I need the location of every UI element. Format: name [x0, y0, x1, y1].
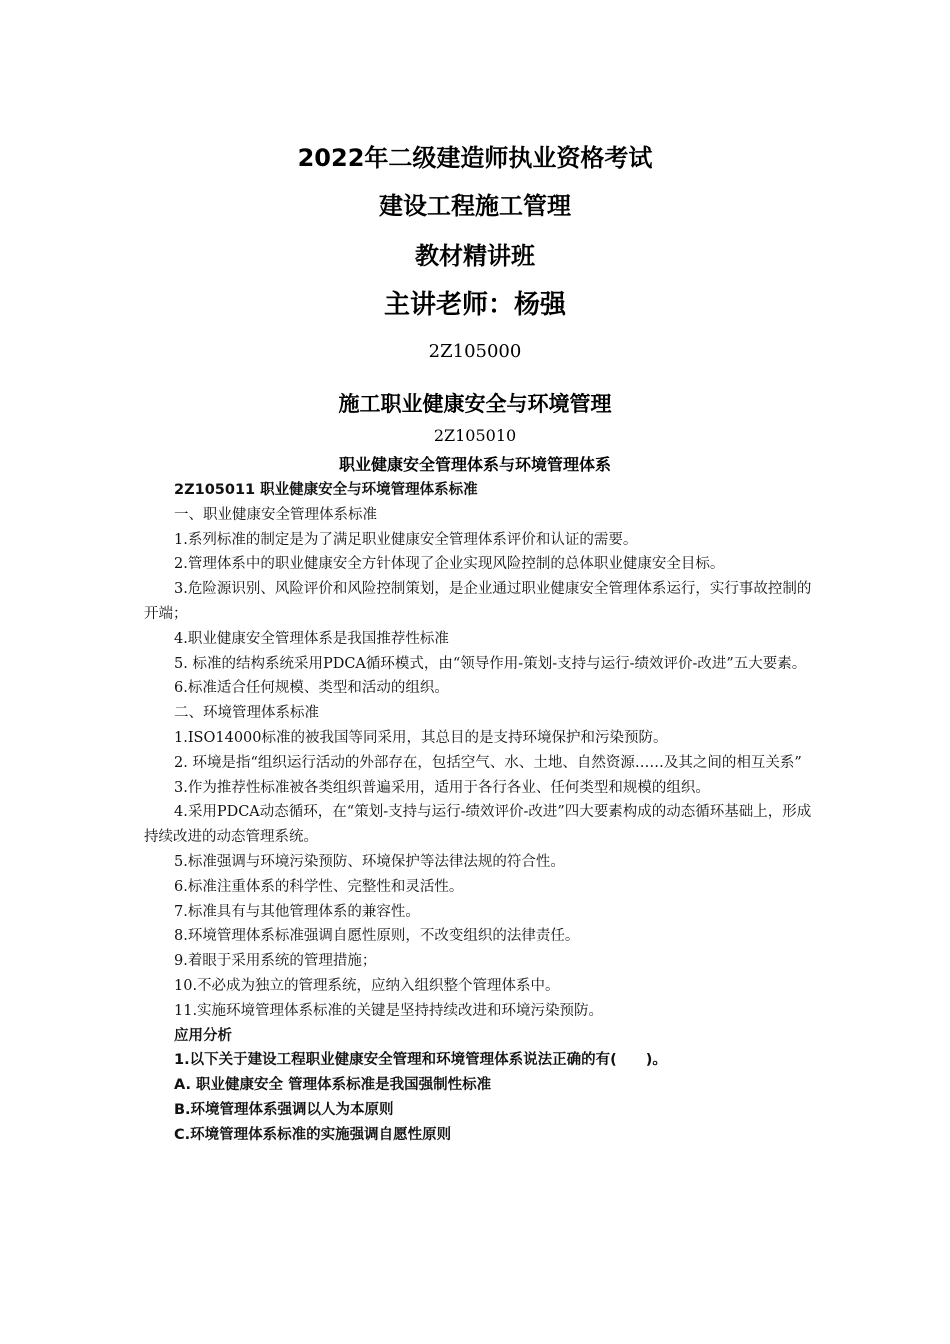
teacher-title: 主讲老师：杨强 [383, 290, 566, 320]
part2-item: 10.不必成为独立的管理系统，应纳入组织整个管理体系中。 [174, 977, 560, 994]
document-body [144, 478, 812, 1148]
section-title: 职业健康安全管理体系与环境管理体系 [338, 455, 611, 474]
part1-item: 1.系列标准的制定是为了满足职业健康安全管理体系评价和认证的需要。 [174, 531, 638, 548]
subsection-heading: 2Z105011 职业健康安全与环境管理体系标准 [174, 482, 478, 498]
option-a: A. 职业健康安全 管理体系标准是我国强制性标准 [174, 1077, 492, 1094]
course-title: 教材精讲班 [415, 242, 535, 270]
part2-item: 3.作为推荐性标准被各类组织普遍采用，适用于各行各业、任何类型和规模的组织。 [174, 779, 710, 796]
part1-heading: 一、职业健康安全管理体系标准 [174, 506, 377, 523]
question-text: 1.以下关于建设工程职业健康安全管理和环境管理体系说法正确的有( )。 [174, 1052, 667, 1069]
part2-item: 5.标准强调与环境污染预防、环境保护等法律法规的符合性。 [174, 853, 565, 870]
part1-item: 3.危险源识别、风险评价和风险控制策划，是企业通过职业健康安全管理体系运行，实行事故控制的开端； [144, 581, 812, 622]
part1-item: 4.职业健康安全管理体系是我国推荐性标准 [174, 630, 449, 647]
part1-item: 5. 标准的结构系统采用PDCA循环模式，由“领导作用-策划-支持与运行-绩效评价-改进”五大要素。 [174, 655, 807, 672]
part2-item: 4.采用PDCA动态循环，在“策划-支持与运行-绩效评价-改进”四大要素构成的动态循环基础上，形成持续改进的动态管理系统。 [144, 804, 812, 846]
part2-item: 2. 环境是指“组织运行活动的外部存在，包括空气、水、土地、自然资源……及其之间的相互关系” [174, 754, 802, 771]
part1-item: 2.管理体系中的职业健康安全方针体现了企业实现风险控制的总体职业健康安全目标。 [174, 556, 725, 573]
part2-item: 9.着眼于采用系统的管理措施； [174, 953, 377, 970]
part2-item: 7.标准具有与其他管理体系的兼容性。 [174, 903, 420, 920]
exam-title: 2022年二级建造师执业资格考试 [297, 144, 653, 172]
part2-heading: 二、环境管理体系标准 [174, 705, 319, 722]
part2-item: 1.ISO14000标准的被我国等同采用，其总目的是支持环境保护和污染预防。 [174, 729, 668, 746]
analysis-heading: 应用分析 [174, 1027, 232, 1044]
part2-item: 8.环境管理体系标准强调自愿性原则，不改变组织的法律责任。 [174, 928, 580, 945]
option-c: C.环境管理体系标准的实施强调自愿性原则 [174, 1126, 452, 1143]
part2-item: 6.标准注重体系的科学性、完整性和灵活性。 [174, 878, 464, 895]
subject-title: 建设工程施工管理 [379, 192, 571, 220]
part1-item: 6.标准适合任何规模、类型和活动的组织。 [174, 680, 449, 697]
chapter-code: 2Z105000 [428, 341, 522, 362]
option-b: B.环境管理体系强调以人为本原则 [174, 1101, 394, 1118]
chapter-title: 施工职业健康安全与环境管理 [338, 392, 612, 416]
part2-item: 11.实施环境管理体系标准的关键是坚持持续改进和环境污染预防。 [174, 1002, 604, 1019]
section-code: 2Z105010 [433, 426, 517, 445]
